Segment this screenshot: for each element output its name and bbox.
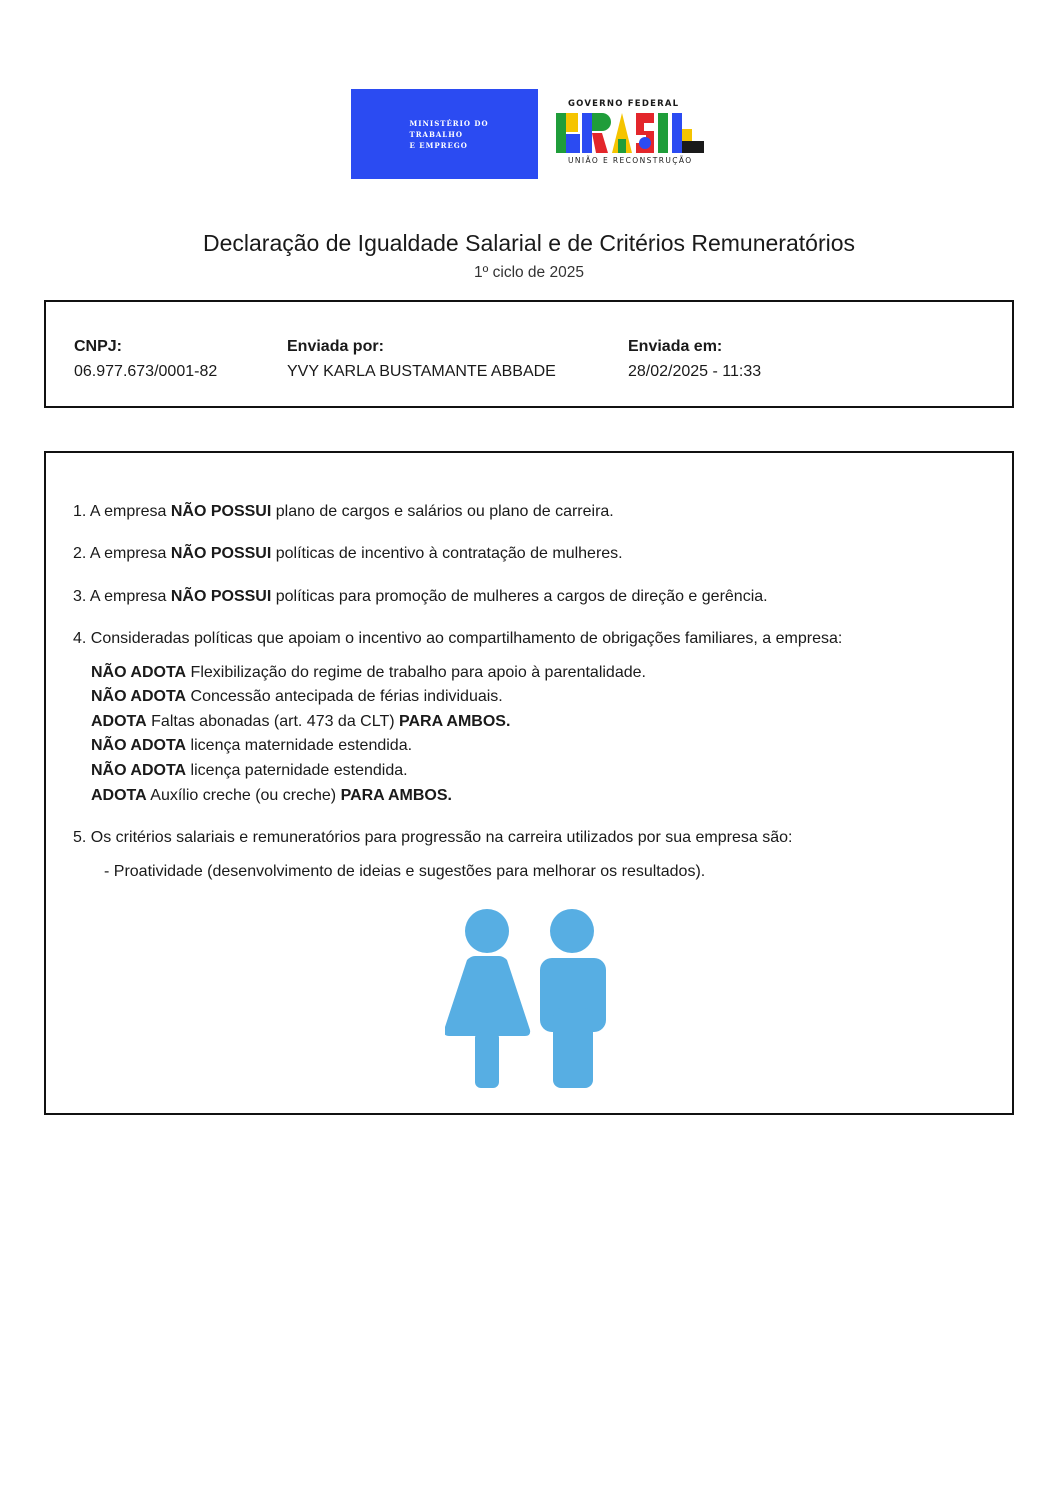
sent-at-label: Enviada em:: [628, 338, 723, 355]
ministry-line: TRABALHO: [409, 129, 463, 139]
policy-text: Faltas abonadas (art. 473 da CLT): [146, 713, 399, 730]
item-text: 3. A empresa: [73, 588, 171, 605]
policy-text: Concessão antecipada de férias individuais.: [186, 688, 503, 705]
declaration-item-1: [73, 501, 614, 523]
sent-at-value: 28/02/2025 - 11:33: [628, 363, 762, 380]
policy-status: NÃO ADOTA: [91, 664, 187, 681]
policy-suffix: PARA AMBOS.: [398, 713, 511, 730]
declaration-item-5: 5. Os critérios salariais e remuneratórios para progressão na carreira utilizados por sua empresa são:: [73, 829, 793, 846]
woman-man-icon: [445, 908, 607, 1088]
policy-item: [91, 711, 510, 733]
policy-item: [91, 662, 646, 684]
sent-by-label: Enviada por:: [287, 338, 384, 355]
item-status: NÃO POSSUI: [170, 503, 272, 520]
item-status: NÃO POSSUI: [170, 545, 272, 562]
cnpj-label: CNPJ:: [74, 338, 123, 355]
gov-title: GOVERNO FEDERAL: [568, 99, 680, 109]
sent-by-value: YVY KARLA BUSTAMANTE ABBADE: [287, 363, 556, 380]
ministry-line: MINISTÉRIO DO: [409, 118, 489, 128]
declaration-item-3: [73, 586, 768, 608]
government-logo: [556, 99, 706, 169]
policy-suffix: PARA AMBOS.: [340, 787, 452, 804]
item-text: políticas para promoção de mulheres a cargos de direção e gerência.: [271, 588, 768, 605]
policy-status: NÃO ADOTA: [91, 762, 187, 779]
item-text: 1. A empresa: [73, 503, 171, 520]
gov-subtitle: UNIÃO E RECONSTRUÇÃO: [568, 156, 693, 165]
sent-at-field: [628, 334, 761, 384]
policy-item: [91, 735, 412, 757]
cycle-subtitle: 1º ciclo de 2025: [474, 264, 584, 281]
item-text: políticas de incentivo à contratação de mulheres.: [271, 545, 623, 562]
policy-text: Auxílio creche (ou creche): [146, 787, 341, 804]
ministry-logo: [351, 89, 538, 179]
policy-status: NÃO ADOTA: [91, 737, 187, 754]
policy-item: [91, 785, 452, 807]
submission-info-box: [44, 300, 1014, 408]
item-text: 2. A empresa: [73, 545, 171, 562]
policy-status: NÃO ADOTA: [91, 688, 187, 705]
declaration-item-2: [73, 543, 623, 565]
cnpj-field: [74, 334, 217, 384]
policy-text: Flexibilização do regime de trabalho para apoio à parentalidade.: [186, 664, 646, 681]
cnpj-value: 06.977.673/0001-82: [74, 363, 218, 380]
policy-item: [91, 686, 503, 708]
page-title: Declaração de Igualdade Salarial e de Critérios Remuneratórios: [202, 230, 856, 256]
brasil-logo-graphic: [556, 113, 706, 153]
declaration-item-4: 4. Consideradas políticas que apoiam o incentivo ao compartilhamento de obrigações familiares, a empresa:: [73, 630, 843, 647]
ministry-line: E EMPREGO: [409, 140, 468, 150]
policy-status: ADOTA: [91, 713, 147, 730]
policy-status: ADOTA: [91, 787, 147, 804]
criteria-item: - Proatividade (desenvolvimento de ideias e sugestões para melhorar os resultados).: [104, 863, 706, 880]
item-text: plano de cargos e salários ou plano de carreira.: [271, 503, 614, 520]
sent-by-field: [287, 334, 556, 384]
policy-item: [91, 760, 408, 782]
policy-text: licença paternidade estendida.: [186, 762, 408, 779]
declaration-box: [44, 451, 1014, 1115]
item-status: NÃO POSSUI: [170, 588, 272, 605]
policy-text: licença maternidade estendida.: [186, 737, 413, 754]
